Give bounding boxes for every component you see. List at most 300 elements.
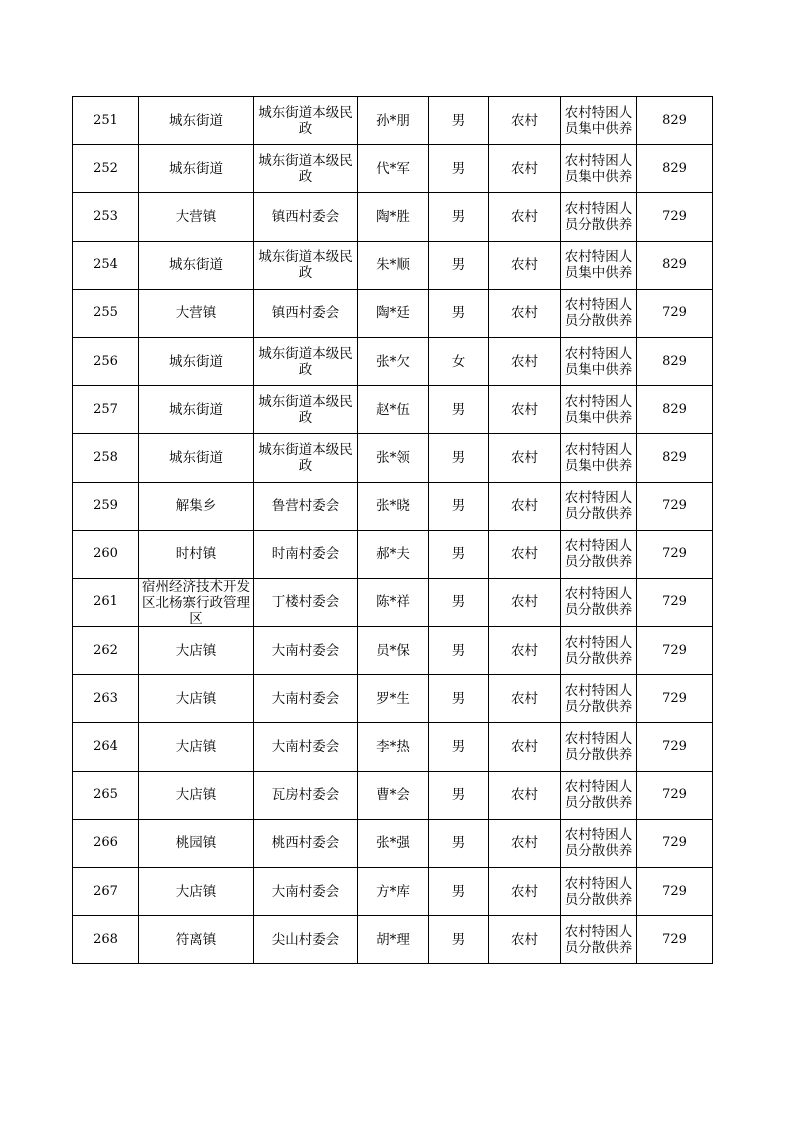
amount-cell xyxy=(637,868,713,916)
sex-cell xyxy=(429,289,489,337)
name-cell-text: 员*保 xyxy=(376,642,410,659)
support-type-cell-text: 农村特困人员分散供养 xyxy=(564,490,633,523)
town-cell xyxy=(139,819,254,867)
area-cell xyxy=(489,97,561,145)
row-number-text: 251 xyxy=(93,112,118,128)
row-number xyxy=(73,675,139,723)
village-unit-cell-text: 镇西村委会 xyxy=(271,208,340,225)
name-cell-text: 郝*夫 xyxy=(376,546,410,563)
town-cell xyxy=(139,482,254,530)
name-cell xyxy=(358,193,429,241)
sex-cell-text: 男 xyxy=(451,835,466,852)
town-cell-text: 解集乡 xyxy=(175,498,217,515)
row-number-text: 264 xyxy=(93,739,118,755)
sex-cell xyxy=(429,675,489,723)
name-cell-text: 罗*生 xyxy=(376,690,410,707)
town-cell xyxy=(139,530,254,578)
village-unit-cell-text: 大南村委会 xyxy=(271,690,340,707)
village-unit-cell xyxy=(254,771,358,819)
support-type-cell-text: 农村特困人员集中供养 xyxy=(564,441,633,474)
amount-cell-text: 729 xyxy=(662,594,687,610)
village-unit-cell xyxy=(254,530,358,578)
sex-cell-text: 男 xyxy=(451,160,466,177)
area-cell-text: 农村 xyxy=(511,931,538,948)
row-number xyxy=(73,868,139,916)
row-number xyxy=(73,145,139,193)
name-cell xyxy=(358,819,429,867)
support-type-cell-text: 农村特困人员分散供养 xyxy=(564,200,633,233)
area-cell-text: 农村 xyxy=(511,401,538,418)
area-cell xyxy=(489,627,561,675)
row-number xyxy=(73,434,139,482)
table-row xyxy=(73,771,713,819)
area-cell-text: 农村 xyxy=(511,160,538,177)
table-row xyxy=(73,482,713,530)
name-cell-text: 方*库 xyxy=(376,883,410,900)
row-number-text: 255 xyxy=(93,305,118,321)
name-cell xyxy=(358,723,429,771)
name-cell xyxy=(358,771,429,819)
village-unit-cell-text: 城东街道本级民政 xyxy=(258,441,353,474)
row-number xyxy=(73,193,139,241)
support-type-cell-text: 农村特困人员集中供养 xyxy=(564,249,633,282)
row-number xyxy=(73,482,139,530)
village-unit-cell-text: 丁楼村委会 xyxy=(271,594,340,611)
sex-cell xyxy=(429,771,489,819)
amount-cell-text: 829 xyxy=(662,449,687,465)
name-cell-text: 张*晓 xyxy=(376,498,410,515)
name-cell-text: 朱*顺 xyxy=(376,257,410,274)
support-type-cell xyxy=(561,386,637,434)
name-cell-text: 陶*廷 xyxy=(376,305,410,322)
sex-cell xyxy=(429,916,489,964)
table-row xyxy=(73,868,713,916)
row-number xyxy=(73,97,139,145)
support-type-cell xyxy=(561,916,637,964)
amount-cell-text: 829 xyxy=(662,160,687,176)
area-cell-text: 农村 xyxy=(511,787,538,804)
area-cell-text: 农村 xyxy=(511,449,538,466)
area-cell-text: 农村 xyxy=(511,257,538,274)
table-row xyxy=(73,530,713,578)
row-number-text: 260 xyxy=(93,546,118,562)
support-type-cell-text: 农村特困人员分散供养 xyxy=(564,297,633,330)
town-cell-text: 大店镇 xyxy=(175,642,217,659)
town-cell xyxy=(139,337,254,385)
amount-cell-text: 729 xyxy=(662,690,687,706)
beneficiary-table xyxy=(72,96,713,964)
support-type-cell-text: 农村特困人员分散供养 xyxy=(564,586,633,619)
town-cell-text: 城东街道 xyxy=(169,449,223,466)
area-cell-text: 农村 xyxy=(511,353,538,370)
area-cell-text: 农村 xyxy=(511,305,538,322)
sex-cell xyxy=(429,241,489,289)
town-cell xyxy=(139,241,254,289)
village-unit-cell xyxy=(254,916,358,964)
sex-cell-text: 男 xyxy=(451,642,466,659)
amount-cell-text: 729 xyxy=(662,498,687,514)
support-type-cell xyxy=(561,819,637,867)
village-unit-cell xyxy=(254,868,358,916)
amount-cell-text: 829 xyxy=(662,257,687,273)
support-type-cell xyxy=(561,145,637,193)
sex-cell xyxy=(429,145,489,193)
row-number xyxy=(73,627,139,675)
town-cell xyxy=(139,771,254,819)
amount-cell-text: 729 xyxy=(662,931,687,947)
village-unit-cell-text: 城东街道本级民政 xyxy=(258,345,353,378)
town-cell-text: 时村镇 xyxy=(175,546,217,563)
row-number-text: 263 xyxy=(93,690,118,706)
name-cell-text: 李*热 xyxy=(376,739,410,756)
area-cell xyxy=(489,675,561,723)
area-cell-text: 农村 xyxy=(511,208,538,225)
amount-cell xyxy=(637,145,713,193)
town-cell xyxy=(139,97,254,145)
name-cell xyxy=(358,434,429,482)
amount-cell xyxy=(637,530,713,578)
village-unit-cell xyxy=(254,241,358,289)
village-unit-cell xyxy=(254,386,358,434)
town-cell xyxy=(139,386,254,434)
area-cell xyxy=(489,145,561,193)
town-cell-text: 符离镇 xyxy=(175,931,217,948)
amount-cell xyxy=(637,193,713,241)
name-cell xyxy=(358,97,429,145)
row-number-text: 265 xyxy=(93,787,118,803)
support-type-cell-text: 农村特困人员分散供养 xyxy=(564,923,633,956)
support-type-cell-text: 农村特困人员分散供养 xyxy=(564,779,633,812)
sex-cell-text: 女 xyxy=(451,353,466,370)
support-type-cell xyxy=(561,434,637,482)
amount-cell xyxy=(637,97,713,145)
row-number-text: 261 xyxy=(93,594,118,610)
table-row xyxy=(73,97,713,145)
village-unit-cell xyxy=(254,97,358,145)
sex-cell xyxy=(429,193,489,241)
town-cell xyxy=(139,627,254,675)
table-row xyxy=(73,675,713,723)
name-cell-text: 陶*胜 xyxy=(376,208,410,225)
table-row xyxy=(73,386,713,434)
amount-cell xyxy=(637,627,713,675)
row-number-text: 268 xyxy=(93,931,118,947)
support-type-cell-text: 农村特困人员分散供养 xyxy=(564,827,633,860)
town-cell xyxy=(139,723,254,771)
amount-cell xyxy=(637,675,713,723)
amount-cell xyxy=(637,337,713,385)
table-row xyxy=(73,241,713,289)
sex-cell-text: 男 xyxy=(451,883,466,900)
sex-cell-text: 男 xyxy=(451,401,466,418)
support-type-cell-text: 农村特困人员分散供养 xyxy=(564,731,633,764)
amount-cell-text: 729 xyxy=(662,787,687,803)
village-unit-cell-text: 城东街道本级民政 xyxy=(258,152,353,185)
amount-cell-text: 829 xyxy=(662,401,687,417)
town-cell-text: 宿州经济技术开发区北杨寨行政管理区 xyxy=(142,578,250,626)
sex-cell-text: 男 xyxy=(451,739,466,756)
support-type-cell-text: 农村特困人员集中供养 xyxy=(564,104,633,137)
area-cell-text: 农村 xyxy=(511,690,538,707)
table-body xyxy=(73,97,713,964)
support-type-cell-text: 农村特困人员分散供养 xyxy=(564,634,633,667)
sex-cell xyxy=(429,627,489,675)
area-cell-text: 农村 xyxy=(511,594,538,611)
village-unit-cell xyxy=(254,627,358,675)
amount-cell xyxy=(637,723,713,771)
amount-cell xyxy=(637,386,713,434)
town-cell-text: 城东街道 xyxy=(169,257,223,274)
support-type-cell-text: 农村特困人员分散供养 xyxy=(564,875,633,908)
amount-cell-text: 729 xyxy=(662,546,687,562)
village-unit-cell xyxy=(254,819,358,867)
row-number xyxy=(73,530,139,578)
amount-cell-text: 729 xyxy=(662,208,687,224)
area-cell xyxy=(489,916,561,964)
sex-cell-text: 男 xyxy=(451,931,466,948)
row-number-text: 257 xyxy=(93,401,118,417)
row-number xyxy=(73,241,139,289)
amount-cell xyxy=(637,289,713,337)
town-cell-text: 桃园镇 xyxy=(175,835,217,852)
name-cell xyxy=(358,241,429,289)
sex-cell-text: 男 xyxy=(451,546,466,563)
sex-cell xyxy=(429,868,489,916)
support-type-cell-text: 农村特困人员集中供养 xyxy=(564,152,633,185)
village-unit-cell xyxy=(254,145,358,193)
name-cell-text: 孙*朋 xyxy=(376,112,410,129)
sex-cell xyxy=(429,97,489,145)
village-unit-cell xyxy=(254,193,358,241)
amount-cell-text: 729 xyxy=(662,835,687,851)
table-row xyxy=(73,578,713,626)
support-type-cell xyxy=(561,771,637,819)
sex-cell xyxy=(429,386,489,434)
row-number-text: 267 xyxy=(93,883,118,899)
sex-cell xyxy=(429,530,489,578)
amount-cell-text: 829 xyxy=(662,112,687,128)
name-cell-text: 曹*会 xyxy=(376,787,410,804)
name-cell-text: 张*领 xyxy=(376,449,410,466)
village-unit-cell-text: 尖山村委会 xyxy=(271,931,340,948)
town-cell-text: 大营镇 xyxy=(175,208,217,225)
name-cell xyxy=(358,578,429,626)
sex-cell-text: 男 xyxy=(451,208,466,225)
name-cell xyxy=(358,627,429,675)
support-type-cell xyxy=(561,193,637,241)
row-number-text: 254 xyxy=(93,257,118,273)
row-number-text: 259 xyxy=(93,498,118,514)
village-unit-cell-text: 大南村委会 xyxy=(271,883,340,900)
sex-cell-text: 男 xyxy=(451,305,466,322)
sex-cell xyxy=(429,337,489,385)
village-unit-cell-text: 大南村委会 xyxy=(271,739,340,756)
village-unit-cell xyxy=(254,289,358,337)
sex-cell xyxy=(429,819,489,867)
name-cell xyxy=(358,530,429,578)
area-cell xyxy=(489,819,561,867)
town-cell xyxy=(139,434,254,482)
amount-cell-text: 729 xyxy=(662,739,687,755)
town-cell-text: 大店镇 xyxy=(175,787,217,804)
area-cell xyxy=(489,482,561,530)
area-cell-text: 农村 xyxy=(511,546,538,563)
area-cell-text: 农村 xyxy=(511,498,538,515)
sex-cell-text: 男 xyxy=(451,498,466,515)
name-cell xyxy=(358,868,429,916)
table-row xyxy=(73,916,713,964)
amount-cell-text: 729 xyxy=(662,305,687,321)
support-type-cell-text: 农村特困人员分散供养 xyxy=(564,538,633,571)
name-cell xyxy=(358,482,429,530)
sex-cell-text: 男 xyxy=(451,112,466,129)
area-cell xyxy=(489,530,561,578)
support-type-cell xyxy=(561,241,637,289)
name-cell xyxy=(358,916,429,964)
town-cell xyxy=(139,868,254,916)
row-number xyxy=(73,337,139,385)
table-row xyxy=(73,193,713,241)
sex-cell xyxy=(429,578,489,626)
table-row xyxy=(73,723,713,771)
amount-cell-text: 729 xyxy=(662,883,687,899)
support-type-cell xyxy=(561,289,637,337)
town-cell xyxy=(139,193,254,241)
amount-cell xyxy=(637,578,713,626)
town-cell-text: 大店镇 xyxy=(175,690,217,707)
support-type-cell xyxy=(561,627,637,675)
row-number-text: 266 xyxy=(93,835,118,851)
support-type-cell xyxy=(561,868,637,916)
name-cell-text: 代*军 xyxy=(376,160,410,177)
row-number-text: 252 xyxy=(93,160,118,176)
support-type-cell-text: 农村特困人员集中供养 xyxy=(564,393,633,426)
row-number xyxy=(73,723,139,771)
village-unit-cell xyxy=(254,578,358,626)
support-type-cell xyxy=(561,723,637,771)
village-unit-cell xyxy=(254,675,358,723)
row-number-text: 258 xyxy=(93,449,118,465)
amount-cell xyxy=(637,819,713,867)
area-cell xyxy=(489,289,561,337)
village-unit-cell-text: 城东街道本级民政 xyxy=(258,393,353,426)
sex-cell xyxy=(429,723,489,771)
town-cell-text: 城东街道 xyxy=(169,112,223,129)
area-cell xyxy=(489,241,561,289)
village-unit-cell-text: 时南村委会 xyxy=(271,546,340,563)
name-cell xyxy=(358,145,429,193)
area-cell xyxy=(489,386,561,434)
sex-cell-text: 男 xyxy=(451,787,466,804)
amount-cell xyxy=(637,482,713,530)
name-cell-text: 张*欠 xyxy=(376,353,410,370)
area-cell xyxy=(489,337,561,385)
table-row xyxy=(73,434,713,482)
amount-cell xyxy=(637,241,713,289)
town-cell xyxy=(139,675,254,723)
village-unit-cell-text: 桃西村委会 xyxy=(271,835,340,852)
amount-cell-text: 729 xyxy=(662,642,687,658)
row-number xyxy=(73,819,139,867)
area-cell-text: 农村 xyxy=(511,112,538,129)
table-row xyxy=(73,337,713,385)
sex-cell-text: 男 xyxy=(451,257,466,274)
town-cell xyxy=(139,916,254,964)
row-number-text: 256 xyxy=(93,353,118,369)
village-unit-cell-text: 城东街道本级民政 xyxy=(258,249,353,282)
area-cell xyxy=(489,193,561,241)
village-unit-cell-text: 镇西村委会 xyxy=(271,305,340,322)
area-cell-text: 农村 xyxy=(511,739,538,756)
area-cell xyxy=(489,868,561,916)
row-number xyxy=(73,578,139,626)
table-row xyxy=(73,145,713,193)
table-row xyxy=(73,819,713,867)
area-cell xyxy=(489,578,561,626)
village-unit-cell xyxy=(254,482,358,530)
town-cell-text: 大店镇 xyxy=(175,739,217,756)
town-cell xyxy=(139,145,254,193)
row-number xyxy=(73,289,139,337)
name-cell-text: 张*强 xyxy=(376,835,410,852)
support-type-cell xyxy=(561,482,637,530)
sex-cell xyxy=(429,482,489,530)
support-type-cell xyxy=(561,530,637,578)
amount-cell-text: 829 xyxy=(662,353,687,369)
table-row xyxy=(73,627,713,675)
support-type-cell xyxy=(561,337,637,385)
support-type-cell-text: 农村特困人员分散供养 xyxy=(564,682,633,715)
town-cell-text: 城东街道 xyxy=(169,353,223,370)
village-unit-cell-text: 大南村委会 xyxy=(271,642,340,659)
name-cell-text: 胡*理 xyxy=(376,931,410,948)
amount-cell xyxy=(637,434,713,482)
name-cell xyxy=(358,337,429,385)
sex-cell-text: 男 xyxy=(451,690,466,707)
support-type-cell xyxy=(561,675,637,723)
row-number-text: 262 xyxy=(93,642,118,658)
village-unit-cell-text: 瓦房村委会 xyxy=(271,787,340,804)
area-cell xyxy=(489,771,561,819)
name-cell xyxy=(358,289,429,337)
village-unit-cell xyxy=(254,723,358,771)
village-unit-cell-text: 城东街道本级民政 xyxy=(258,104,353,137)
row-number-text: 253 xyxy=(93,208,118,224)
support-type-cell-text: 农村特困人员集中供养 xyxy=(564,345,633,378)
row-number xyxy=(73,386,139,434)
amount-cell xyxy=(637,771,713,819)
support-type-cell xyxy=(561,578,637,626)
row-number xyxy=(73,916,139,964)
amount-cell xyxy=(637,916,713,964)
town-cell xyxy=(139,289,254,337)
name-cell-text: 赵*伍 xyxy=(376,401,410,418)
town-cell xyxy=(139,578,254,626)
name-cell xyxy=(358,386,429,434)
area-cell-text: 农村 xyxy=(511,883,538,900)
town-cell-text: 大店镇 xyxy=(175,883,217,900)
name-cell-text: 陈*祥 xyxy=(376,594,410,611)
row-number xyxy=(73,771,139,819)
area-cell xyxy=(489,723,561,771)
town-cell-text: 大营镇 xyxy=(175,305,217,322)
village-unit-cell xyxy=(254,337,358,385)
table-row xyxy=(73,289,713,337)
sex-cell xyxy=(429,434,489,482)
area-cell-text: 农村 xyxy=(511,835,538,852)
area-cell-text: 农村 xyxy=(511,642,538,659)
town-cell-text: 城东街道 xyxy=(169,160,223,177)
